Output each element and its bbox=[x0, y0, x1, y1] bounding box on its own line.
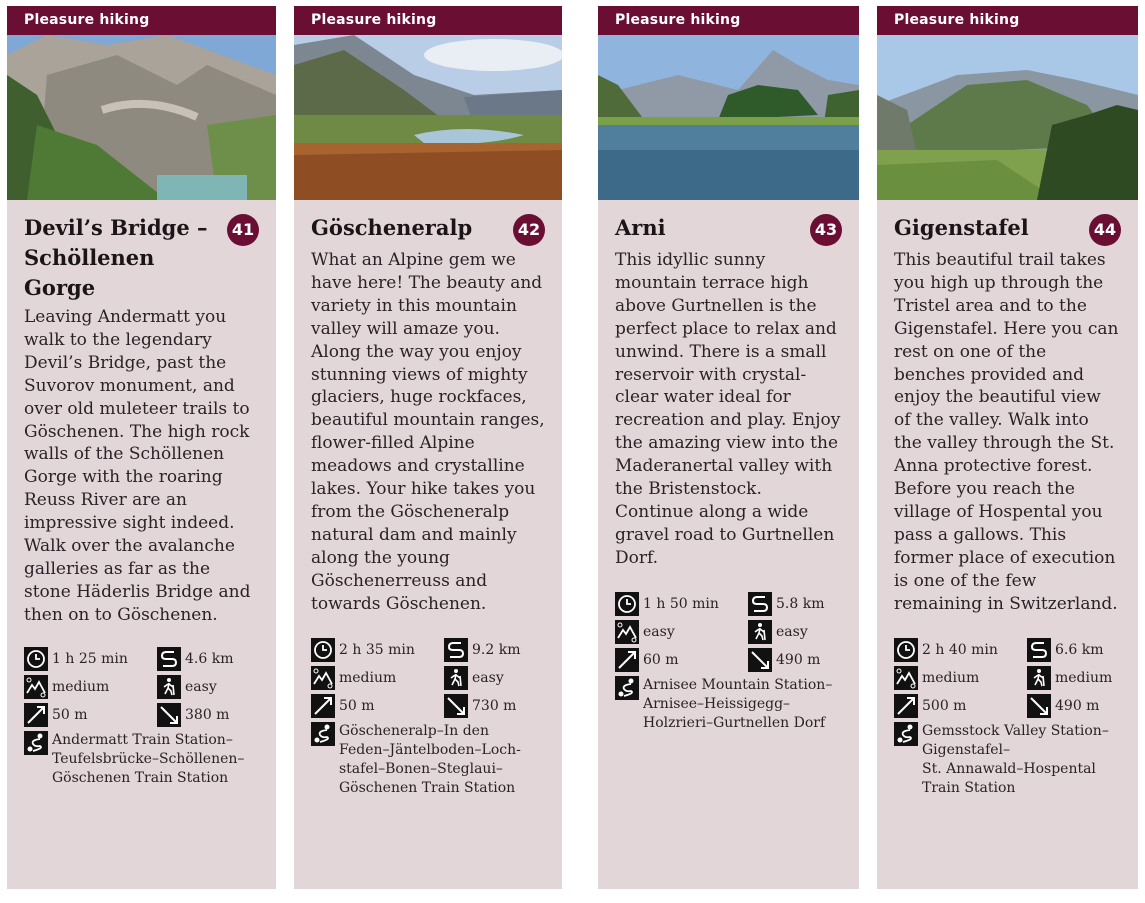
ascent: 50 m bbox=[52, 706, 88, 723]
route bbox=[894, 722, 1121, 798]
photo-gigenstafel bbox=[877, 35, 1138, 200]
descent-icon bbox=[157, 703, 181, 727]
route-icon bbox=[311, 722, 335, 746]
ascent-icon bbox=[894, 694, 918, 718]
hiker-icon bbox=[157, 675, 181, 699]
clock-icon bbox=[894, 638, 918, 662]
difficulty-icon bbox=[311, 666, 335, 690]
photo-arni bbox=[598, 35, 859, 200]
hiker-icon bbox=[444, 666, 468, 690]
ascent-icon bbox=[24, 703, 48, 727]
hike-number-badge: 43 bbox=[810, 214, 842, 246]
hike-number-badge: 44 bbox=[1089, 214, 1121, 246]
hike-card-43 bbox=[598, 6, 859, 889]
category-tag: Pleasure hiking bbox=[7, 6, 276, 35]
duration: 2 h 35 min bbox=[339, 641, 415, 658]
duration: 1 h 25 min bbox=[52, 650, 128, 667]
descent: 730 m bbox=[472, 697, 517, 714]
descent: 490 m bbox=[776, 651, 821, 668]
descent-icon bbox=[444, 694, 468, 718]
route-icon bbox=[24, 731, 48, 755]
clock-icon bbox=[311, 638, 335, 662]
descent: 490 m bbox=[1055, 697, 1100, 714]
route-icon bbox=[894, 722, 918, 746]
route-text: Gemsstock Valley Station– Gigenstafel– St. Annawald–Hospental Train Station bbox=[922, 722, 1109, 796]
hike-title: Arni bbox=[615, 215, 666, 240]
difficulty-icon bbox=[615, 620, 639, 644]
hike-description: This beautiful trail takes you high up through the Tristel area and to the Gigenstafel. Here you can rest on one of the benches provided and enjoy the beautiful view of the valley. Walk into the valley through the St. Anna protective forest. Before you reach the village of Hospental you pass a gallows. This former place of execution is one of the few remaining in Switzerland. bbox=[894, 250, 1119, 614]
hike-facts bbox=[894, 638, 1121, 718]
photo-goescheneralp bbox=[294, 35, 562, 200]
difficulty-icon bbox=[894, 666, 918, 690]
fitness: easy bbox=[472, 669, 504, 686]
fitness: medium bbox=[1055, 669, 1113, 686]
hike-title: Göscheneralp bbox=[311, 215, 473, 240]
hike-number-badge: 42 bbox=[513, 214, 545, 246]
hike-card-41 bbox=[7, 6, 276, 889]
difficulty: medium bbox=[922, 669, 980, 686]
distance: 5.8 km bbox=[776, 595, 825, 612]
difficulty: medium bbox=[52, 678, 110, 695]
ascent: 50 m bbox=[339, 697, 375, 714]
clock-icon bbox=[615, 592, 639, 616]
distance: 6.6 km bbox=[1055, 641, 1104, 658]
distance-icon bbox=[1027, 638, 1051, 662]
difficulty: easy bbox=[643, 623, 675, 640]
category-tag: Pleasure hiking bbox=[598, 6, 859, 35]
ascent-icon bbox=[615, 648, 639, 672]
hike-facts bbox=[311, 638, 545, 718]
ascent-icon bbox=[311, 694, 335, 718]
route bbox=[615, 676, 842, 733]
descent-icon bbox=[1027, 694, 1051, 718]
photo-devils-bridge bbox=[7, 35, 276, 200]
clock-icon bbox=[24, 647, 48, 671]
ascent: 500 m bbox=[922, 697, 967, 714]
distance-icon bbox=[444, 638, 468, 662]
hike-description: What an Alpine gem we have here! The beauty and variety in this mountain valley will amaze you. Along the way you enjoy stunning views of mighty glaciers, huge rockfaces, beautiful mountain ranges, flower-filled Alpine meadows and crystalline lakes. Your hike takes you from the Göscheneralp natural dam and mainly along the young Göschenerreuss and towards Göschenen. bbox=[311, 250, 545, 614]
hike-card-44 bbox=[877, 6, 1138, 889]
route-text: Andermatt Train Station– Teufelsbrücke–Schöllenen– Göschenen Train Station bbox=[52, 731, 245, 786]
hike-description: This idyllic sunny mountain terrace high above Gurtnellen is the perfect place to relax and unwind. There is a small reservoir with crystal-clear water ideal for recreation and play. Enjoy the amazing view into the Maderanertal valley with the Bristenstock. Continue along a wide gravel road to Gurtnellen Dorf. bbox=[615, 250, 841, 568]
hike-number-badge: 41 bbox=[227, 214, 259, 246]
duration: 1 h 50 min bbox=[643, 595, 719, 612]
difficulty: medium bbox=[339, 669, 397, 686]
ascent: 60 m bbox=[643, 651, 679, 668]
hiker-icon bbox=[748, 620, 772, 644]
fitness: easy bbox=[185, 678, 217, 695]
distance-icon bbox=[157, 647, 181, 671]
hiker-icon bbox=[1027, 666, 1051, 690]
route-text: Göscheneralp–In den Feden–Jäntelboden–Loch- stafel–Bonen–Steglaui– Göschenen Train Station bbox=[339, 722, 521, 796]
hike-title: Gigenstafel bbox=[894, 215, 1029, 240]
hike-facts bbox=[24, 647, 259, 727]
distance: 4.6 km bbox=[185, 650, 234, 667]
hike-card-42 bbox=[294, 6, 562, 889]
route bbox=[24, 731, 259, 788]
hike-title: Devil’s Bridge – Schöllenen Gorge bbox=[24, 215, 208, 300]
distance-icon bbox=[748, 592, 772, 616]
category-tag: Pleasure hiking bbox=[877, 6, 1138, 35]
hike-description: Leaving Andermatt you walk to the legendary Devil’s Bridge, past the Suvorov monument, and over old muleteer trails to Göschenen. The high rock walls of the Schöllenen Gorge with the roaring Reuss River are an impressive sight indeed. Walk over the avalanche galleries as far as the stone Häderlis Bridge and then on to Göschenen. bbox=[24, 307, 251, 625]
route-icon bbox=[615, 676, 639, 700]
fitness: easy bbox=[776, 623, 808, 640]
distance: 9.2 km bbox=[472, 641, 521, 658]
category-tag: Pleasure hiking bbox=[294, 6, 562, 35]
descent-icon bbox=[748, 648, 772, 672]
difficulty-icon bbox=[24, 675, 48, 699]
duration: 2 h 40 min bbox=[922, 641, 998, 658]
route-text: Arnisee Mountain Station– Arnisee–Heissigegg– Holzrieri–Gurtnellen Dorf bbox=[643, 676, 833, 731]
hike-facts bbox=[615, 592, 842, 672]
descent: 380 m bbox=[185, 706, 230, 723]
route bbox=[311, 722, 545, 798]
